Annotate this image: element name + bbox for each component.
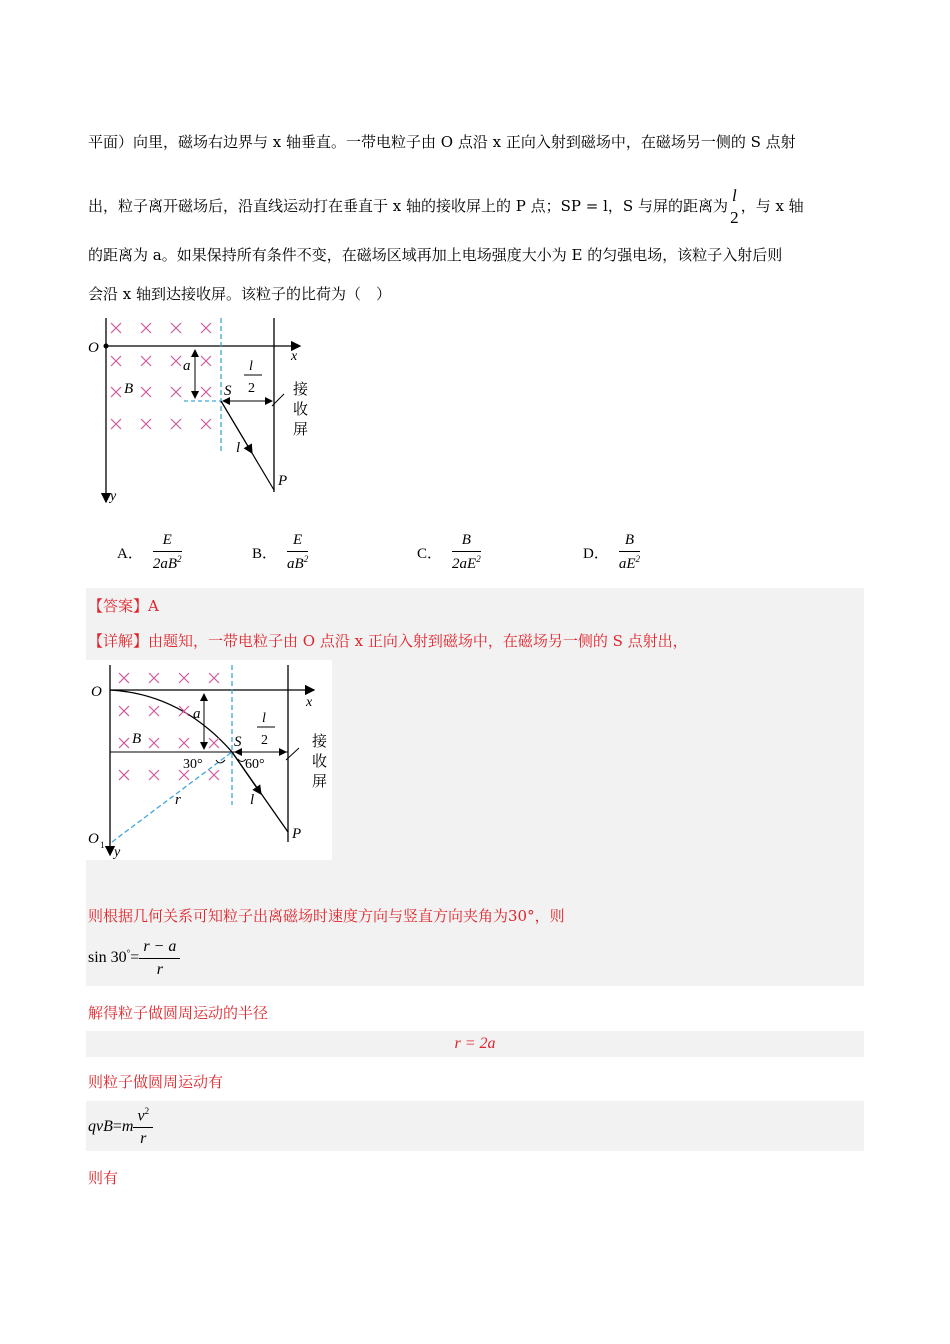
fig1-screen-label: 接收屏	[293, 380, 309, 438]
option-a-den: 2aB	[152, 556, 178, 572]
option-c-label: C．	[417, 546, 443, 562]
solution-step-4: 则有	[88, 1169, 119, 1187]
eq1-left: sin 30	[88, 949, 127, 967]
answer-tag: 【答案】	[88, 597, 149, 615]
fig2-a-label: a	[193, 706, 201, 722]
fig1-p-label: P	[278, 473, 288, 489]
fig1-l-den: 2	[248, 381, 255, 396]
option-b-pow: 2	[303, 554, 309, 564]
eq3-eq: =	[112, 1117, 122, 1135]
option-b[interactable]	[252, 532, 308, 573]
detail-text: 由题知，一带电粒子由 O 点沿 x 正向入射到磁场中，在磁场另一侧的 S 点射出，	[148, 632, 688, 650]
fig2-angle-60: 60°	[245, 757, 265, 772]
eq3-pow: 2	[144, 1106, 150, 1116]
fig2-x-label: x	[306, 695, 313, 710]
eq3-m: m	[121, 1117, 134, 1135]
fig2-center-label: O	[88, 831, 99, 847]
eq1-num: r − a	[139, 938, 180, 959]
fig1-origin-label: O	[88, 340, 99, 356]
fig1-s-label: S	[224, 383, 232, 399]
eq3-left: qvB	[88, 1117, 113, 1135]
fig2-angle-30: 30°	[183, 757, 203, 772]
eq1-den: r	[156, 961, 163, 978]
equation-sin30	[88, 938, 180, 979]
eq1-deg: °	[126, 947, 131, 958]
eq3-block	[86, 1101, 864, 1151]
option-a[interactable]	[117, 532, 182, 573]
option-c-den: 2aE	[452, 556, 477, 572]
fig2-l-num: l	[262, 711, 266, 726]
solution-figure	[86, 660, 332, 860]
option-a-pow: 2	[177, 554, 182, 564]
question-line-1: 平面）向里，磁场右边界与 x 轴垂直。一带电粒子由 O 点沿 x 正向入射到磁场中，在磁场另一侧的 S 点射	[88, 133, 796, 151]
detail-line	[88, 630, 688, 651]
option-c-num: B	[452, 532, 481, 552]
solution-step-3: 则粒子做圆周运动有	[88, 1073, 224, 1091]
option-c-pow: 2	[476, 554, 481, 564]
fig2-y-label: y	[114, 845, 121, 860]
frac-num: l	[731, 186, 737, 205]
fig1-l-num: l	[249, 359, 253, 374]
eq3-num: v	[137, 1107, 145, 1125]
question-figure	[84, 312, 314, 512]
option-d-pow: 2	[635, 554, 641, 564]
answer-line	[88, 595, 159, 616]
question-line-2a: 出，粒子离开磁场后，沿直线运动打在垂直于 x 轴的接收屏上的 P 点；SP = l，S 与屏的距离为	[88, 197, 728, 215]
fig2-p-label: P	[292, 826, 302, 842]
frac-den: 2	[730, 208, 739, 227]
question-line-2b: ，与 x 轴	[740, 197, 804, 215]
fig2-origin-label: O	[91, 684, 102, 700]
fig1-l-label: l	[236, 440, 241, 456]
question-line-2	[88, 186, 804, 228]
answer-value: A	[148, 597, 159, 615]
eq3-den: r	[140, 1130, 147, 1148]
fig2-l-den: 2	[261, 733, 268, 748]
eq1-eq: =	[130, 949, 140, 967]
equation-r: r = 2a	[454, 1035, 496, 1052]
half-l-fraction	[728, 186, 741, 228]
origin-dot	[104, 344, 109, 349]
fig2-b-label: B	[132, 731, 142, 747]
fig2-s-label: S	[234, 734, 242, 750]
question-line-3: 的距离为 a。如果保持所有条件不变，在磁场区域再加上电场强度大小为 E 的匀强电场，该粒子入射后则	[88, 246, 783, 264]
option-b-den: aB	[287, 556, 304, 572]
fig2-l-label: l	[250, 792, 255, 808]
option-c[interactable]	[417, 532, 481, 573]
solution-step-1: 则根据几何关系可知粒子出离磁场时速度方向与竖直方向夹角为30°，则	[88, 907, 565, 925]
option-d[interactable]	[583, 532, 640, 573]
fig1-b-label: B	[124, 381, 134, 397]
option-d-den: aE	[618, 556, 636, 572]
question-line-4: 会沿 x 轴到达接收屏。该粒子的比荷为（ ）	[88, 285, 391, 303]
fig2-center-sub: 1	[100, 840, 105, 850]
option-b-label: B．	[252, 546, 278, 562]
equation-qvb	[88, 1106, 153, 1148]
option-a-num: E	[153, 532, 182, 552]
detail-tag: 【详解】	[88, 632, 149, 650]
fig2-r-label: r	[175, 792, 181, 808]
option-d-num: B	[619, 532, 640, 552]
solution-step-2: 解得粒子做圆周运动的半径	[88, 1004, 269, 1022]
fig2-radius-line	[112, 752, 232, 842]
fig2-screen-label: 接收屏	[312, 732, 328, 790]
fig1-a-label: a	[183, 358, 191, 374]
fig1-x-label: x	[291, 349, 298, 364]
field-crosses	[111, 323, 211, 429]
fig1-y-label: y	[110, 489, 117, 504]
option-a-label: A．	[117, 546, 143, 562]
option-b-num: E	[287, 532, 308, 552]
option-d-label: D．	[583, 546, 609, 562]
